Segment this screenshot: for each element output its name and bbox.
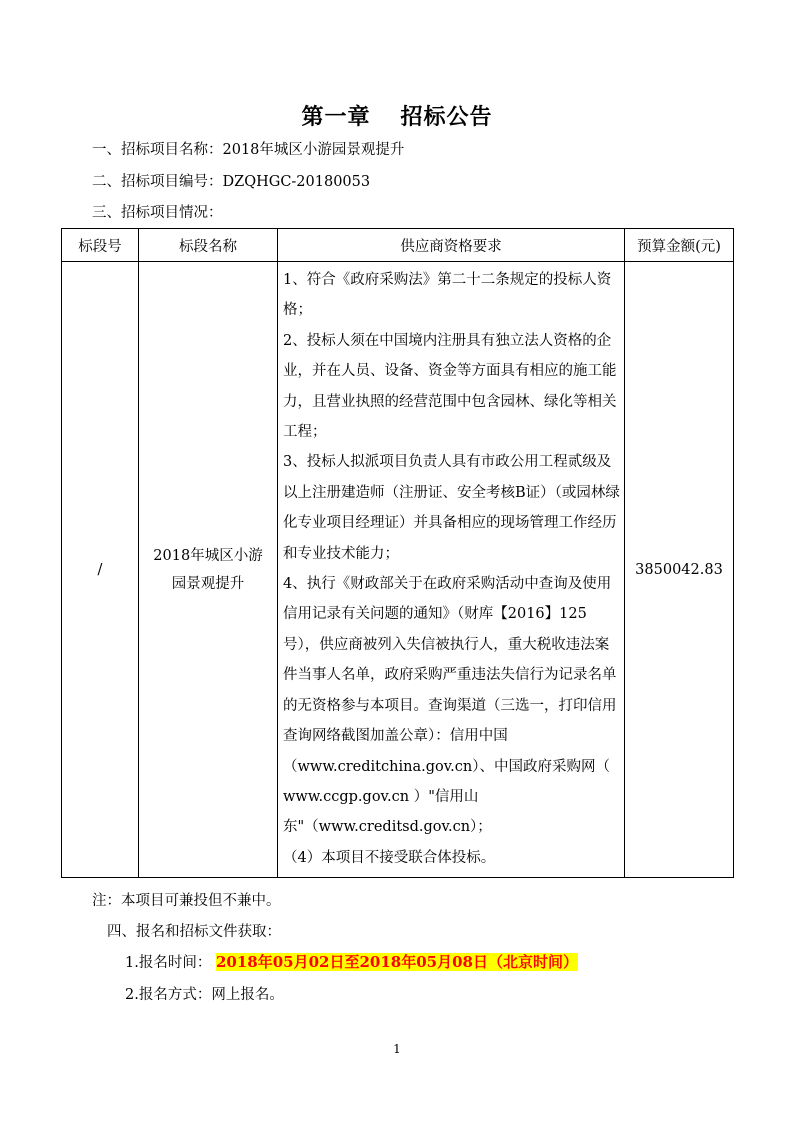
requirement-item: 2、投标人须在中国境内注册具有独立法人资格的企业，并在人员、设备、资金等方面具有相应的施工能力，且营业执照的经营范围中包含园林、绿化等相关工程；	[283, 332, 617, 441]
chapter-title: 招标公告	[400, 104, 493, 130]
project-code-line: 二、招标项目编号：DZQHGC-20180053	[92, 174, 371, 190]
cell-section-name: 2018年城区小游园景观提升	[139, 262, 278, 878]
requirement-item: 1、符合《政府采购法》第二十二条规定的投标人资格；	[283, 272, 612, 319]
signup-time-value: 2018年05月02日至2018年05月08日（北京时间）	[215, 953, 578, 971]
note-line: 注：本项目可兼投但不兼中。	[92, 893, 281, 909]
cell-budget: 3850042.83	[625, 262, 734, 878]
requirement-item: 3、投标人拟派项目负责人具有市政公用工程贰级及以上注册建造师（注册证、安全考核B证）（或园林绿化专业项目经理证）并具备相应的现场管理工作经历和专业技术能力；	[283, 454, 620, 562]
chapter-label: 第一章	[301, 104, 371, 130]
signup-time-label: 1.报名时间：	[125, 955, 212, 971]
cell-requirements	[278, 262, 625, 878]
page-title	[0, 100, 794, 131]
requirement-item: 4、执行《财政部关于在政府采购活动中查询及使用信用记录有关问题的通知》（财库【2016】125号），供应商被列入失信被执行人，重大税收违法案件当事人名单，政府采购严重违法失信行为记录名单的无资格参与本项目。查询渠道（三选一，打印信用查询网络截图加盖公章）：信用中国（www.creditchina.gov.cn）、中国政府采购网（ www.ccgp.gov.cn ）"信用山东"（www.creditsd.gov.cn）；	[283, 576, 617, 836]
requirement-item: （4）本项目不接受联合体投标。	[283, 849, 496, 866]
page-number: 1	[393, 1042, 401, 1056]
project-name-line: 一、招标项目名称：2018年城区小游园景观提升	[92, 142, 405, 158]
header-section-name: 标段名称	[139, 229, 278, 262]
project-table	[61, 228, 734, 878]
cell-section-no: /	[62, 262, 139, 878]
header-section-no: 标段号	[62, 229, 139, 262]
header-budget: 预算金额(元)	[625, 229, 734, 262]
header-requirements: 供应商资格要求	[278, 229, 625, 262]
signup-time-line	[125, 951, 578, 972]
section4-line: 四、报名和招标文件获取：	[107, 924, 281, 940]
table-header-row	[62, 229, 734, 262]
table-row	[62, 262, 734, 878]
signup-method-line: 2.报名方式：网上报名。	[125, 987, 284, 1003]
project-info-line: 三、招标项目情况：	[92, 205, 223, 221]
